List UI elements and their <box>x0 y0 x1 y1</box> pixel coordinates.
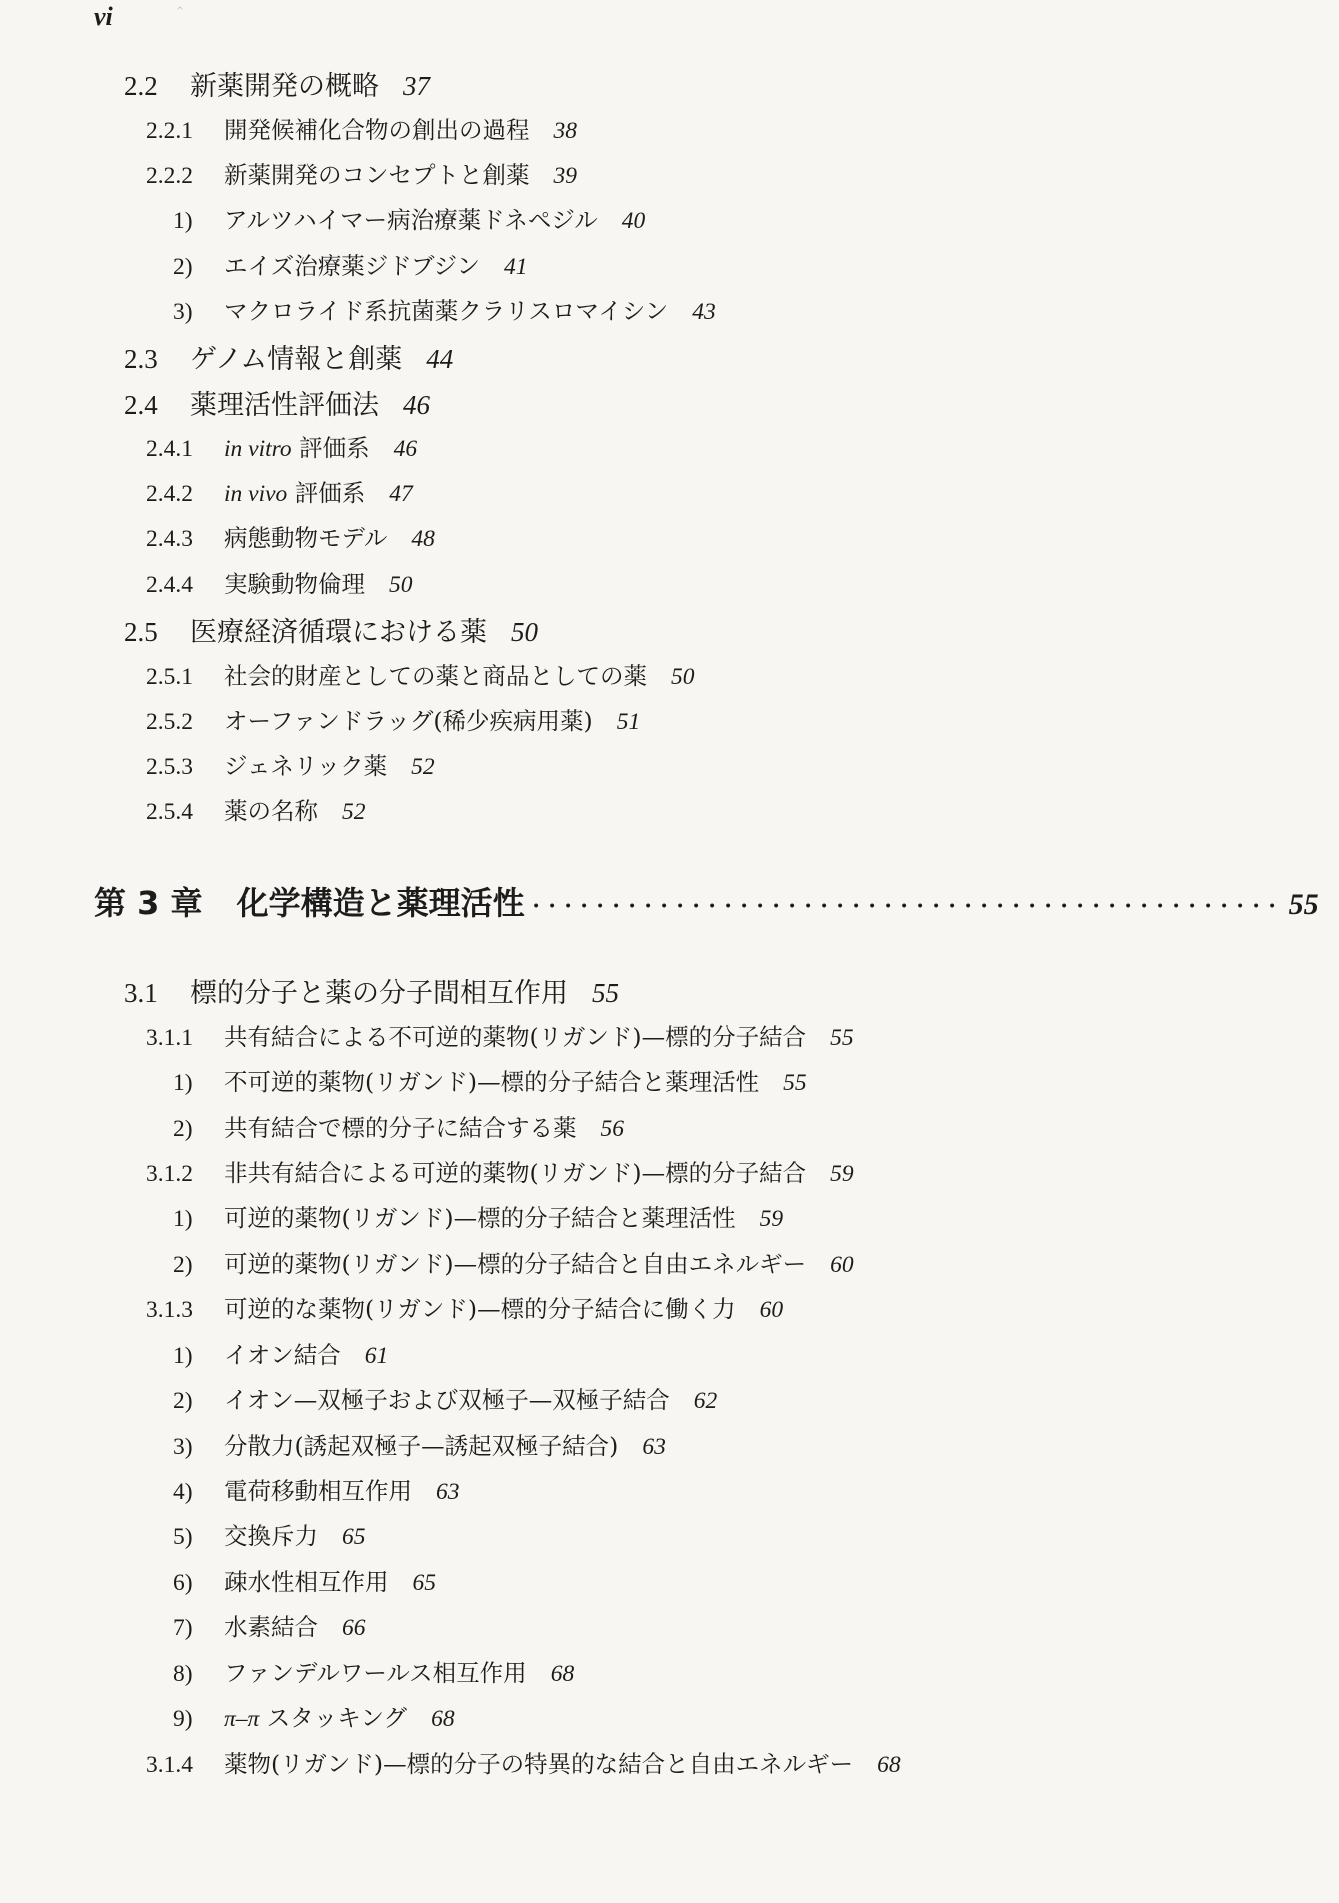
italic-term: in vivo <box>224 481 288 507</box>
page-number: 65 <box>412 1570 436 1596</box>
subsection-number: 3.1.3 <box>146 1297 193 1323</box>
item-number: 2) <box>173 254 193 280</box>
item-number: 5) <box>173 1524 193 1550</box>
toc-item[interactable] <box>173 1109 624 1143</box>
toc-item[interactable] <box>173 247 528 281</box>
item-title: 電荷移動相互作用 <box>224 1477 412 1505</box>
section-number: 2.5 <box>124 617 158 647</box>
item-title: 共有結合で標的分子に結合する薬 <box>224 1114 577 1142</box>
toc-entry-3-1-2[interactable] <box>146 1154 854 1188</box>
title-rest: 評価系 <box>291 434 370 462</box>
item-number: 2) <box>173 1388 193 1414</box>
section-number: 2.4 <box>124 390 158 420</box>
page-number: 40 <box>621 208 646 234</box>
item-title: 交換斥力 <box>224 1522 318 1550</box>
page-number: 59 <box>759 1206 784 1232</box>
page-number: 59 <box>830 1161 854 1187</box>
section-number: 2.2 <box>124 71 158 101</box>
item-number: 7) <box>173 1615 193 1641</box>
toc-entry-2-3[interactable] <box>124 337 453 376</box>
toc-entry-3-1-1[interactable] <box>146 1018 854 1052</box>
section-title: 新薬開発の概略 <box>190 71 379 102</box>
item-number: 4) <box>173 1479 193 1505</box>
subsection-number: 2.5.3 <box>146 754 193 780</box>
page-number: 37 <box>403 71 430 101</box>
subsection-number: 2.4.2 <box>146 481 193 507</box>
toc-item[interactable] <box>173 1336 388 1370</box>
toc-item[interactable] <box>173 201 645 235</box>
toc-entry-3-1-4[interactable] <box>146 1745 901 1779</box>
page-number: 65 <box>342 1524 366 1550</box>
item-title: エイズ治療薬ジドブジン <box>224 252 481 280</box>
page-number: 60 <box>830 1252 854 1278</box>
item-number: 2) <box>173 1116 193 1142</box>
page-number: 52 <box>342 799 366 825</box>
page-number: 56 <box>600 1116 624 1142</box>
subsection-number: 3.1.1 <box>146 1025 193 1051</box>
subsection-title: 開発候補化合物の創出の過程 <box>224 116 530 144</box>
page-number: 38 <box>553 118 577 144</box>
page-number: 66 <box>342 1615 366 1641</box>
page-number: 68 <box>431 1706 455 1732</box>
title-rest: 評価系 <box>287 479 366 507</box>
item-title: イオン—双極子および双極子—双極子結合 <box>224 1386 670 1414</box>
toc-entry-2-5-3[interactable] <box>146 747 435 781</box>
page-number: 51 <box>616 709 641 735</box>
page-number: 55 <box>783 1070 807 1096</box>
toc-entry-3-1[interactable] <box>124 971 619 1010</box>
toc-entry-2-2-1[interactable] <box>146 111 577 145</box>
toc-item[interactable] <box>173 292 716 326</box>
subsection-title: オーファンドラッグ(稀少疾病用薬) <box>224 707 593 735</box>
chapter-title: 化学構造と薬理活性 <box>236 884 525 922</box>
page-number: 46 <box>403 390 430 420</box>
toc-item[interactable] <box>173 1699 455 1733</box>
subsection-title: 薬物(リガンド)—標的分子の特異的な結合と自由エネルギー <box>224 1750 854 1778</box>
subsection-number: 2.4.1 <box>146 436 193 462</box>
page-number: 46 <box>393 436 418 462</box>
toc-item[interactable] <box>173 1381 717 1415</box>
toc-entry-2-5-2[interactable] <box>146 702 640 736</box>
toc-entry-3-1-3[interactable] <box>146 1290 783 1324</box>
item-number: 6) <box>173 1570 193 1596</box>
item-number: 1) <box>173 1343 193 1369</box>
italic-term: π–π <box>224 1706 260 1732</box>
item-number: 9) <box>173 1706 193 1732</box>
item-title: 可逆的薬物(リガンド)—標的分子結合と薬理活性 <box>224 1204 736 1232</box>
paper-speck: ^ <box>176 6 185 17</box>
toc-item[interactable] <box>173 1472 460 1506</box>
subsection-title: 実験動物倫理 <box>224 570 365 598</box>
toc-entry-2-2[interactable] <box>124 64 430 103</box>
subsection-title: 共有結合による不可逆的薬物(リガンド)—標的分子結合 <box>224 1023 807 1051</box>
toc-entry-2-2-2[interactable] <box>146 156 577 190</box>
item-title: イオン結合 <box>224 1341 341 1369</box>
page-number: 44 <box>426 344 454 374</box>
toc-entry-2-5-1[interactable] <box>146 657 695 691</box>
page-number: 39 <box>553 163 577 189</box>
subsection-title: 非共有結合による可逆的薬物(リガンド)—標的分子結合 <box>224 1159 807 1187</box>
item-number: 1) <box>173 1070 193 1096</box>
subsection-number: 2.2.2 <box>146 163 193 189</box>
toc-entry-2-4-2[interactable] <box>146 474 413 508</box>
toc-item[interactable] <box>173 1199 783 1233</box>
title-rest: スタッキング <box>259 1704 408 1732</box>
subsection-number: 2.5.4 <box>146 799 193 825</box>
toc-entry-2-5-4[interactable] <box>146 792 366 826</box>
chapter-page-number: 55 <box>1288 888 1319 921</box>
page-number: 55 <box>830 1025 854 1051</box>
item-title: 可逆的薬物(リガンド)—標的分子結合と自由エネルギー <box>224 1250 807 1278</box>
page-number: 50 <box>389 572 413 598</box>
toc-entry-2-4[interactable] <box>124 383 430 422</box>
item-number: 1) <box>173 1206 193 1232</box>
page-number: 68 <box>550 1661 575 1687</box>
item-title: 不可逆的薬物(リガンド)—標的分子結合と薬理活性 <box>224 1068 760 1096</box>
subsection-title <box>224 429 370 463</box>
dot-leader: ･･･････････････････････････････････････････････ <box>530 895 1283 920</box>
item-title: ファンデルワールス相互作用 <box>224 1659 527 1687</box>
section-number: 2.3 <box>124 344 158 374</box>
page-number: 63 <box>436 1479 460 1505</box>
page-number: 41 <box>504 254 528 280</box>
item-number: 3) <box>173 299 193 325</box>
page-number: 68 <box>877 1752 901 1778</box>
page-number: 43 <box>692 299 716 325</box>
chapter-3-heading[interactable] <box>94 878 1319 924</box>
item-title <box>224 1699 407 1733</box>
toc-item[interactable] <box>173 1427 666 1461</box>
subsection-title: 可逆的な薬物(リガンド)—標的分子結合に働く力 <box>224 1295 736 1323</box>
italic-term: in vitro <box>224 436 292 462</box>
section-title: 標的分子と薬の分子間相互作用 <box>190 978 568 1009</box>
page-number: 47 <box>389 481 413 507</box>
chapter-label: 第 3 章 <box>94 884 203 922</box>
item-number: 1) <box>173 208 193 234</box>
item-title: 分散力(誘起双極子—誘起双極子結合) <box>224 1432 619 1460</box>
section-title: ゲノム情報と創薬 <box>190 344 403 375</box>
page-folio: vi <box>94 2 113 31</box>
toc-entry-2-4-1[interactable] <box>146 429 417 463</box>
toc-entry-2-5[interactable] <box>124 610 538 649</box>
subsection-title: 病態動物モデル <box>224 524 388 552</box>
subsection-title: ジェネリック薬 <box>224 752 388 780</box>
page-number: 50 <box>671 664 695 690</box>
page-number: 62 <box>693 1388 718 1414</box>
page-number: 60 <box>759 1297 784 1323</box>
subsection-number: 3.1.4 <box>146 1752 193 1778</box>
subsection-number: 2.2.1 <box>146 118 193 144</box>
subsection-title: 社会的財産としての薬と商品としての薬 <box>224 662 647 690</box>
toc-item[interactable] <box>173 1608 366 1642</box>
page-number: 61 <box>364 1343 389 1369</box>
subsection-number: 2.4.4 <box>146 572 193 598</box>
item-number: 8) <box>173 1661 193 1687</box>
toc-item[interactable] <box>173 1654 574 1688</box>
item-number: 2) <box>173 1252 193 1278</box>
item-number: 3) <box>173 1434 193 1460</box>
item-title: マクロライド系抗菌薬クラリスロマイシン <box>224 297 669 325</box>
section-title: 薬理活性評価法 <box>190 390 379 421</box>
page-number: 63 <box>642 1434 666 1460</box>
subsection-number: 2.5.2 <box>146 709 193 735</box>
toc-entry-2-4-4[interactable] <box>146 565 413 599</box>
toc-item[interactable] <box>173 1245 854 1279</box>
subsection-title: 新薬開発のコンセプトと創薬 <box>224 161 530 189</box>
subsection-number: 2.4.3 <box>146 526 193 552</box>
subsection-number: 2.5.1 <box>146 664 193 690</box>
item-title: 水素結合 <box>224 1613 318 1641</box>
toc-item[interactable] <box>173 1517 366 1551</box>
section-title: 医療経済循環における薬 <box>190 617 487 648</box>
toc-entry-2-4-3[interactable] <box>146 519 435 553</box>
section-number: 3.1 <box>124 978 158 1008</box>
toc-item[interactable] <box>173 1063 807 1097</box>
item-title: アルツハイマー病治療薬ドネペジル <box>224 206 598 234</box>
item-title: 疎水性相互作用 <box>224 1568 389 1596</box>
subsection-title: 薬の名称 <box>224 797 318 825</box>
page-number: 55 <box>592 978 619 1008</box>
subsection-title <box>224 474 365 508</box>
subsection-number: 3.1.2 <box>146 1161 193 1187</box>
toc-item[interactable] <box>173 1563 436 1597</box>
page-number: 52 <box>411 754 435 780</box>
page-number: 50 <box>511 617 538 647</box>
page-number: 48 <box>411 526 435 552</box>
